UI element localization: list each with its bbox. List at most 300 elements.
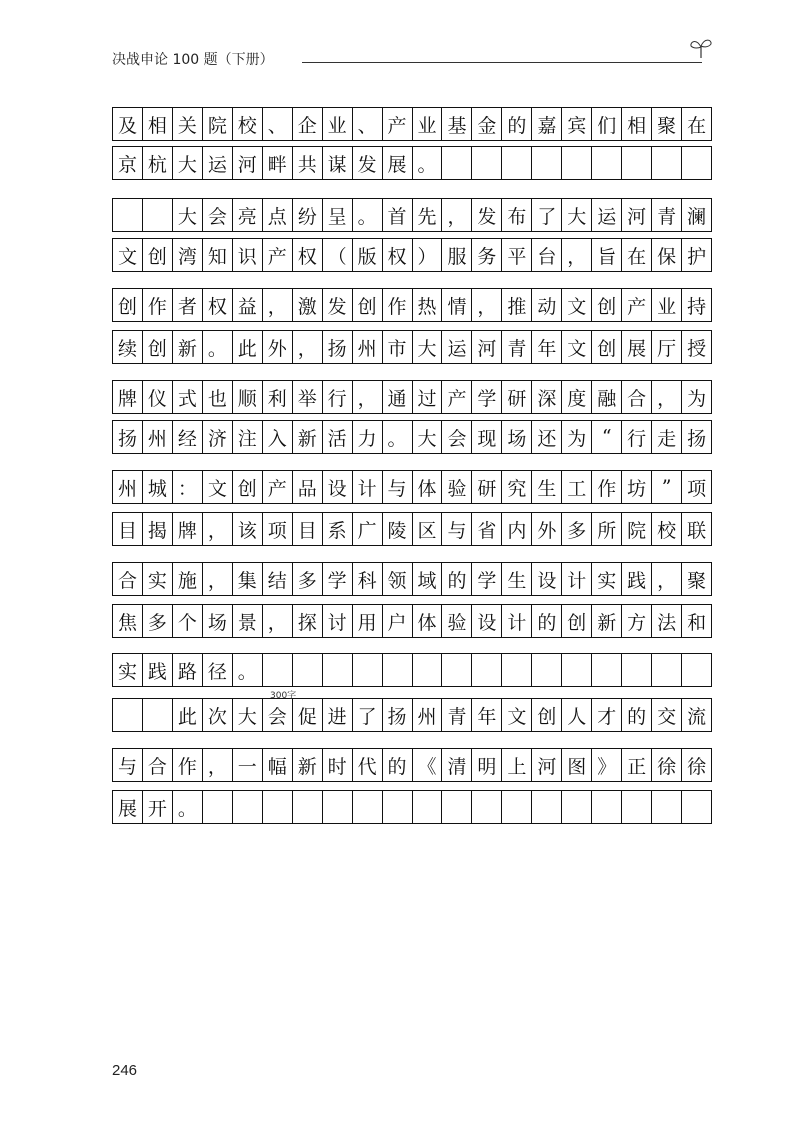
grid-cell: 开	[143, 791, 173, 823]
grid-cell	[113, 699, 143, 731]
grid-cell	[263, 654, 293, 686]
grid-cell	[472, 791, 502, 823]
grid-cell: 科	[353, 563, 383, 595]
grid-cell: 创	[143, 239, 173, 271]
grid-cell: 徐	[687, 755, 707, 778]
grid-cell: 市	[383, 331, 413, 363]
grid-cell: 的	[442, 563, 472, 595]
grid-cell: 先	[413, 199, 443, 231]
grid-cell: 权	[203, 289, 233, 321]
grid-row	[112, 653, 712, 687]
grid-cell: 景	[233, 605, 263, 637]
grid-cell: 学	[323, 563, 353, 595]
grid-cell: 纷	[293, 199, 323, 231]
grid-cell	[592, 654, 622, 686]
grid-cell: 径	[203, 654, 233, 686]
grid-cell: 州	[143, 421, 173, 453]
grid-cell	[353, 654, 383, 686]
grid-cell: 文	[502, 699, 532, 731]
grid-cell: 践	[143, 654, 173, 686]
grid-cell: 河	[622, 199, 652, 231]
grid-cell: 合	[113, 563, 143, 595]
grid-cell: 务	[472, 239, 502, 271]
grid-cell: 设	[532, 563, 562, 595]
grid-cell: 运	[203, 147, 233, 179]
grid-cell: 广	[353, 513, 383, 545]
grid-cell: 知	[203, 239, 233, 271]
grid-cell: 河	[532, 749, 562, 781]
grid-cell: 运	[592, 199, 622, 231]
grid-cell: 者	[173, 289, 203, 321]
grid-cell	[143, 699, 173, 731]
grid-cell: 州	[113, 471, 143, 503]
grid-cell: 、	[263, 108, 293, 140]
grid-cell: 合	[143, 749, 173, 781]
grid-cell	[562, 147, 592, 179]
grid-cell: 和	[687, 611, 707, 634]
grid-cell: 澜	[687, 205, 707, 228]
grid-cell: 展	[622, 331, 652, 363]
grid-cell	[442, 147, 472, 179]
grid-cell: 计	[353, 471, 383, 503]
grid-cell: 大	[562, 199, 592, 231]
grid-cell: ，	[442, 199, 472, 231]
grid-cell: 研	[502, 381, 532, 413]
grid-cell: 《	[413, 749, 443, 781]
grid-cell: 研	[472, 471, 502, 503]
grid-cell: 施	[173, 563, 203, 595]
grid-cell: 的	[502, 108, 532, 140]
grid-cell: 护	[687, 245, 707, 268]
grid-cell: 大	[173, 147, 203, 179]
grid-cell: 布	[502, 199, 532, 231]
grid-cell: 业	[413, 108, 443, 140]
grid-cell: 域	[413, 563, 443, 595]
grid-cell: 探	[293, 605, 323, 637]
grid-cell: 也	[203, 381, 233, 413]
grid-cell	[592, 147, 622, 179]
grid-cell: 在	[622, 239, 652, 271]
grid-cell: 多	[143, 605, 173, 637]
grid-cell: 大	[173, 199, 203, 231]
grid-cell	[383, 791, 413, 823]
grid-cell: 与	[113, 749, 143, 781]
grid-cell: 此	[173, 699, 203, 731]
grid-cell: 项	[687, 477, 707, 500]
grid-cell: 生	[502, 563, 532, 595]
grid-cell: 仪	[143, 381, 173, 413]
grid-cell: 动	[532, 289, 562, 321]
grid-cell: 此	[233, 331, 263, 363]
grid-cell	[263, 791, 293, 823]
grid-cell: 幅	[263, 749, 293, 781]
grid-cell: 文	[562, 331, 592, 363]
grid-cell: 城	[143, 471, 173, 503]
grid-cell: 推	[502, 289, 532, 321]
grid-cell	[233, 791, 263, 823]
grid-cell: 新	[293, 749, 323, 781]
grid-cell: 生	[532, 471, 562, 503]
grid-cell: 实	[143, 563, 173, 595]
grid-cell: 度	[562, 381, 592, 413]
grid-row	[112, 330, 712, 364]
grid-cell: 创	[143, 331, 173, 363]
grid-cell: 上	[502, 749, 532, 781]
grid-cell: 创	[113, 289, 143, 321]
grid-cell: 人	[562, 699, 592, 731]
grid-cell: 展	[383, 147, 413, 179]
grid-cell	[622, 654, 652, 686]
grid-cell: 陵	[383, 513, 413, 545]
grid-cell	[413, 654, 443, 686]
grid-cell	[502, 654, 532, 686]
grid-cell: ，	[203, 749, 233, 781]
grid-cell: 共	[293, 147, 323, 179]
grid-cell: 河	[472, 331, 502, 363]
grid-cell: ”	[652, 471, 682, 503]
grid-cell: 方	[622, 605, 652, 637]
grid-cell: 金	[472, 108, 502, 140]
grid-cell: 产	[442, 381, 472, 413]
grid-row	[112, 238, 712, 272]
grid-cell: 实	[592, 563, 622, 595]
grid-cell: 作	[383, 289, 413, 321]
grid-cell: 会	[263, 699, 293, 731]
grid-cell: 时	[323, 749, 353, 781]
grid-cell: 图	[562, 749, 592, 781]
grid-cell: 、	[353, 108, 383, 140]
grid-cell: 创	[233, 471, 263, 503]
grid-cell: 学	[472, 563, 502, 595]
grid-cell: 注	[233, 421, 263, 453]
grid-cell	[293, 791, 323, 823]
grid-cell: 版	[353, 239, 383, 271]
grid-cell: 平	[502, 239, 532, 271]
grid-cell: 牌	[173, 513, 203, 545]
grid-cell: ，	[263, 289, 293, 321]
grid-cell	[203, 791, 233, 823]
grid-cell: 。	[203, 331, 233, 363]
grid-cell: 青	[502, 331, 532, 363]
grid-cell: 作	[143, 289, 173, 321]
grid-row	[112, 698, 712, 732]
grid-cell	[502, 791, 532, 823]
grid-cell: 创	[592, 331, 622, 363]
grid-cell: ，	[293, 331, 323, 363]
grid-cell	[442, 654, 472, 686]
grid-cell: 运	[442, 331, 472, 363]
grid-cell: 区	[413, 513, 443, 545]
grid-cell: 流	[687, 705, 707, 728]
grid-cell: 亮	[233, 199, 263, 231]
grid-cell: ，	[562, 239, 592, 271]
grid-cell: 活	[323, 421, 353, 453]
grid-cell: “	[592, 421, 622, 453]
grid-cell: 续	[113, 331, 143, 363]
grid-cell: 产	[383, 108, 413, 140]
grid-cell: 产	[622, 289, 652, 321]
grid-cell: 目	[293, 513, 323, 545]
word-count-mark: 300字	[270, 691, 297, 701]
grid-cell: 工	[562, 471, 592, 503]
grid-row	[112, 107, 712, 141]
grid-cell: 及	[113, 108, 143, 140]
grid-cell	[143, 199, 173, 231]
grid-cell: 举	[293, 381, 323, 413]
grid-cell: 力	[353, 421, 383, 453]
grid-cell	[682, 791, 711, 823]
grid-cell: 体	[413, 605, 443, 637]
grid-cell	[113, 199, 143, 231]
grid-cell: 济	[203, 421, 233, 453]
grid-cell	[502, 147, 532, 179]
grid-cell: 促	[293, 699, 323, 731]
grid-cell: 业	[652, 289, 682, 321]
grid-cell: 宾	[562, 108, 592, 140]
grid-cell: 发	[472, 199, 502, 231]
grid-cell: 结	[263, 563, 293, 595]
grid-cell: 所	[592, 513, 622, 545]
grid-cell: 发	[353, 147, 383, 179]
grid-cell: 品	[293, 471, 323, 503]
grid-cell: 。	[233, 654, 263, 686]
grid-cell: 融	[592, 381, 622, 413]
grid-cell	[472, 654, 502, 686]
grid-cell: 领	[383, 563, 413, 595]
answer-grid-sheet	[112, 0, 712, 1130]
grid-cell: 式	[173, 381, 203, 413]
grid-cell: 现	[472, 421, 502, 453]
grid-cell: 权	[383, 239, 413, 271]
grid-cell: 深	[532, 381, 562, 413]
grid-cell: 的	[532, 605, 562, 637]
grid-cell: 正	[622, 749, 652, 781]
grid-cell: 联	[687, 519, 707, 542]
grid-cell: 验	[442, 471, 472, 503]
grid-cell: 聚	[652, 108, 682, 140]
grid-cell: 嘉	[532, 108, 562, 140]
grid-row	[112, 420, 712, 454]
grid-cell: ，	[203, 513, 233, 545]
grid-cell: 了	[532, 199, 562, 231]
grid-cell: 过	[413, 381, 443, 413]
grid-cell: 路	[173, 654, 203, 686]
grid-cell: 牌	[113, 381, 143, 413]
grid-cell: 户	[383, 605, 413, 637]
grid-cell: 益	[233, 289, 263, 321]
grid-cell: 多	[562, 513, 592, 545]
grid-cell: 的	[622, 699, 652, 731]
grid-cell: 学	[472, 381, 502, 413]
grid-cell	[652, 654, 682, 686]
grid-cell: 行	[323, 381, 353, 413]
grid-cell: 了	[353, 699, 383, 731]
grid-cell: 创	[353, 289, 383, 321]
page-number: 246	[112, 1062, 138, 1079]
grid-cell: 展	[113, 791, 143, 823]
grid-cell: 扬	[323, 331, 353, 363]
grid-cell	[323, 654, 353, 686]
grid-cell: 台	[532, 239, 562, 271]
grid-cell	[442, 791, 472, 823]
grid-cell: 新	[293, 421, 323, 453]
grid-cell: 代	[353, 749, 383, 781]
grid-cell: 扬	[113, 421, 143, 453]
grid-cell: 谋	[323, 147, 353, 179]
grid-cell: 体	[413, 471, 443, 503]
grid-cell: ，	[263, 605, 293, 637]
grid-cell: 青	[442, 699, 472, 731]
grid-cell: 大	[233, 699, 263, 731]
grid-cell: 次	[203, 699, 233, 731]
grid-cell: 校	[652, 513, 682, 545]
grid-cell: 关	[173, 108, 203, 140]
grid-row	[112, 288, 712, 322]
grid-cell: 年	[472, 699, 502, 731]
grid-cell: 为	[562, 421, 592, 453]
grid-cell: 外	[532, 513, 562, 545]
grid-cell: 产	[263, 471, 293, 503]
grid-cell: 省	[472, 513, 502, 545]
book-title: 决战申论 100 题（下册）	[112, 52, 274, 68]
grid-cell: 点	[263, 199, 293, 231]
grid-cell	[532, 791, 562, 823]
grid-cell: 该	[233, 513, 263, 545]
grid-cell: 们	[592, 108, 622, 140]
grid-cell: 院	[203, 108, 233, 140]
grid-cell: 的	[383, 749, 413, 781]
grid-cell: 旨	[592, 239, 622, 271]
grid-cell: 集	[233, 563, 263, 595]
grid-cell: 场	[502, 421, 532, 453]
grid-cell: 大	[413, 421, 443, 453]
grid-cell: 湾	[173, 239, 203, 271]
grid-row	[112, 790, 712, 824]
grid-cell: 行	[622, 421, 652, 453]
grid-cell: 徐	[652, 749, 682, 781]
grid-cell: 会	[203, 199, 233, 231]
grid-cell: 实	[113, 654, 143, 686]
grid-cell: 业	[323, 108, 353, 140]
grid-cell: 保	[652, 239, 682, 271]
grid-cell	[682, 654, 711, 686]
grid-cell: 年	[532, 331, 562, 363]
grid-cell	[532, 147, 562, 179]
grid-cell: 授	[687, 337, 707, 360]
grid-cell: 究	[502, 471, 532, 503]
grid-cell: 企	[293, 108, 323, 140]
grid-cell: 大	[413, 331, 443, 363]
grid-cell: 明	[472, 749, 502, 781]
grid-cell	[592, 791, 622, 823]
grid-cell: 持	[687, 295, 707, 318]
grid-row	[112, 146, 712, 180]
grid-cell: 州	[413, 699, 443, 731]
grid-cell: 经	[173, 421, 203, 453]
grid-cell: 一	[233, 749, 263, 781]
grid-cell: 河	[233, 147, 263, 179]
grid-cell: 讨	[323, 605, 353, 637]
grid-cell: 系	[323, 513, 353, 545]
grid-cell: 厅	[652, 331, 682, 363]
grid-cell	[652, 791, 682, 823]
grid-cell	[562, 791, 592, 823]
grid-cell: 通	[383, 381, 413, 413]
grid-cell: 个	[173, 605, 203, 637]
grid-cell: 外	[263, 331, 293, 363]
grid-cell	[622, 791, 652, 823]
grid-cell: 首	[383, 199, 413, 231]
grid-cell: 用	[353, 605, 383, 637]
grid-cell	[293, 654, 323, 686]
grid-cell: 聚	[687, 569, 707, 592]
grid-cell: ：	[173, 471, 203, 503]
grid-cell: 新	[592, 605, 622, 637]
grid-cell: 京	[113, 147, 143, 179]
grid-cell: ，	[652, 563, 682, 595]
grid-cell: 文	[113, 239, 143, 271]
grid-cell: 为	[687, 387, 707, 410]
grid-cell: 清	[442, 749, 472, 781]
grid-cell: 创	[562, 605, 592, 637]
grid-cell: ，	[353, 381, 383, 413]
grid-cell	[323, 791, 353, 823]
grid-cell: ，	[472, 289, 502, 321]
grid-cell	[413, 791, 443, 823]
grid-cell: 文	[203, 471, 233, 503]
grid-cell	[353, 791, 383, 823]
grid-cell: 法	[652, 605, 682, 637]
grid-cell: ）	[413, 239, 443, 271]
grid-cell	[622, 147, 652, 179]
grid-cell: 内	[502, 513, 532, 545]
grid-cell: 》	[592, 749, 622, 781]
grid-cell: 文	[562, 289, 592, 321]
grid-row	[112, 748, 712, 782]
grid-row	[112, 512, 712, 546]
grid-cell: 项	[263, 513, 293, 545]
grid-cell: 顺	[233, 381, 263, 413]
grid-cell: 。	[173, 791, 203, 823]
grid-cell	[682, 147, 711, 179]
grid-cell: 会	[442, 421, 472, 453]
grid-cell: 坊	[622, 471, 652, 503]
grid-cell: 杭	[143, 147, 173, 179]
grid-cell: 进	[323, 699, 353, 731]
grid-cell: ，	[652, 381, 682, 413]
grid-row	[112, 198, 712, 232]
grid-cell: 扬	[383, 699, 413, 731]
grid-cell: 创	[592, 289, 622, 321]
grid-cell: 在	[687, 114, 707, 137]
grid-cell: 校	[233, 108, 263, 140]
grid-row	[112, 562, 712, 596]
grid-cell: 设	[323, 471, 353, 503]
grid-row	[112, 470, 712, 504]
grid-cell	[532, 654, 562, 686]
grid-cell: 院	[622, 513, 652, 545]
grid-cell: 交	[652, 699, 682, 731]
grid-cell: 揭	[143, 513, 173, 545]
grid-cell: ，	[203, 563, 233, 595]
grid-cell: 激	[293, 289, 323, 321]
grid-cell: 场	[203, 605, 233, 637]
grid-cell: 计	[502, 605, 532, 637]
grid-cell	[472, 147, 502, 179]
grid-cell: 多	[293, 563, 323, 595]
grid-cell: 。	[353, 199, 383, 231]
grid-cell: 青	[652, 199, 682, 231]
